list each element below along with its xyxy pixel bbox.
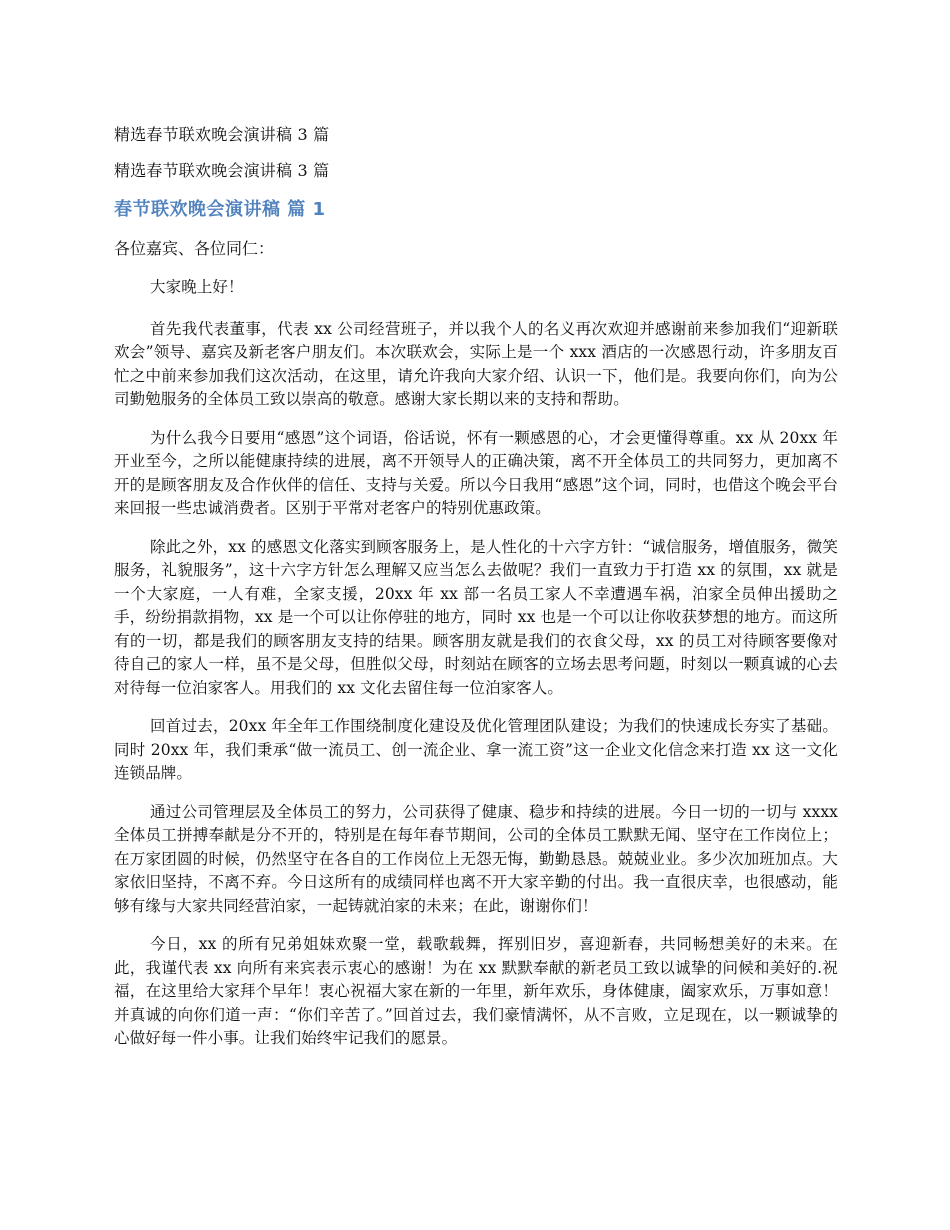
section-heading: 春节联欢晚会演讲稿 篇 1 [114,199,326,220]
paragraph-introduction: 首先我代表董事，代表 xx 公司经营班子，并以我个人的名义再次欢迎并感谢前来参加我们“迎新联欢会”领导、嘉宾及新老客户朋友们。本次联欢会，实际上是一个 xxx 酒店的一次感恩行动，许多朋友百忙之中前来参加我们这次活动，在这里，请允许我向大家介绍、认识一下，他们是。我要向你们，向为公司勤勉服务的全体员工致以崇高的敬意。感谢大家长期以来的支持和帮助。 [114,319,838,408]
paragraph-new-year-wishes: 今日，xx 的所有兄弟姐妹欢聚一堂，载歌载舞，挥别旧岁，喜迎新春，共同畅想美好的未来。在此，我谨代表 xx 向所有来宾表示衷心的感谢！为在 xx 默默奉献的新老员工致以诚挚的问候和美好的.祝福，在这里给大家拜个早年！衷心祝福大家在新的一年里，新年欢乐，身体健康，阖家欢乐，万事如意！并真诚的向你们道一声：“你们辛苦了。”回首过去，我们豪情满怀，从不言败，立足现在，以一颗诚挚的心做好每一件小事。让我们始终牢记我们的愿景。 [114,935,838,1047]
paragraph-gratitude: 为什么我今日要用“感恩”这个词语，俗话说，怀有一颗感恩的心，才会更懂得尊重。xx 从 20xx 年开业至今，之所以能健康持续的进展，离不开领导人的正确决策，离不开全体员工的共同努力，更加离不开的是顾客朋友及合作伙伴的信任、支持与关爱。所以今日我用“感恩”这个词，同时，也借这个晚会平台来回报一些忠诚消费者。区别于平常对老客户的特别优惠政策。 [114,428,838,517]
paragraph-service-culture: 除此之外，xx 的感恩文化落实到顾客服务上，是人性化的十六字方针：“诚信服务，增值服务，微笑服务，礼貌服务”，这十六字方针怎么理解又应当怎么去做呢？我们一直致力于打造 xx 的氛围，xx 就是一个大家庭，一人有难，全家支援，20xx 年 xx 部一名员工家人不幸遭遇车祸，泊家全员伸出援助之手，纷纷捐款捐物，xx 是一个可以让你停驻的地方，同时 xx 也是一个可以让你收获梦想的地方。而这所有的一切，都是我们的顾客朋友支持的结果。顾客朋友就是我们的衣食父母，xx 的员工对待顾客要像对待自己的家人一样，虽不是父母，但胜似父母，时刻站在顾客的立场去思考问题，时刻以一颗真诚的心去对待每一位泊家客人。用我们的 xx 文化去留住每一位泊家客人。 [114,537,838,697]
paragraph-review: 回首过去，20xx 年全年工作围绕制度化建设及优化管理团队建设；为我们的快速成长夯实了基础。同时 20xx 年，我们秉承“做一流员工、创一流企业、拿一流工资”这一企业文化信念来打造 xx 这一文化连锁品牌。 [114,717,838,782]
document-title-line-1: 精选春节联欢晚会演讲稿 3 篇 [114,125,330,144]
paragraph-greeting: 大家晚上好！ [150,278,244,296]
document-title-line-2: 精选春节联欢晚会演讲稿 3 篇 [114,161,330,180]
paragraph-staff-effort: 通过公司管理层及全体员工的努力，公司获得了健康、稳步和持续的进展。今日一切的一切与 xxxx 全体员工拼搏奉献是分不开的，特别是在每年春节期间，公司的全体员工默默无闻、坚守在工作岗位上；在万家团圆的时候，仍然坚守在各自的工作岗位上无怨无悔，勤勤恳恳。兢兢业业。多少次加班加点。大家依旧坚持，不离不弃。今日这所有的成绩同样也离不开大家辛勤的付出。我一直很庆幸，也很感动，能够有缘与大家共同经营泊家，一起铸就泊家的未来；在此，谢谢你们！ [114,802,838,915]
salutation: 各位嘉宾、各位同仁： [114,239,275,258]
